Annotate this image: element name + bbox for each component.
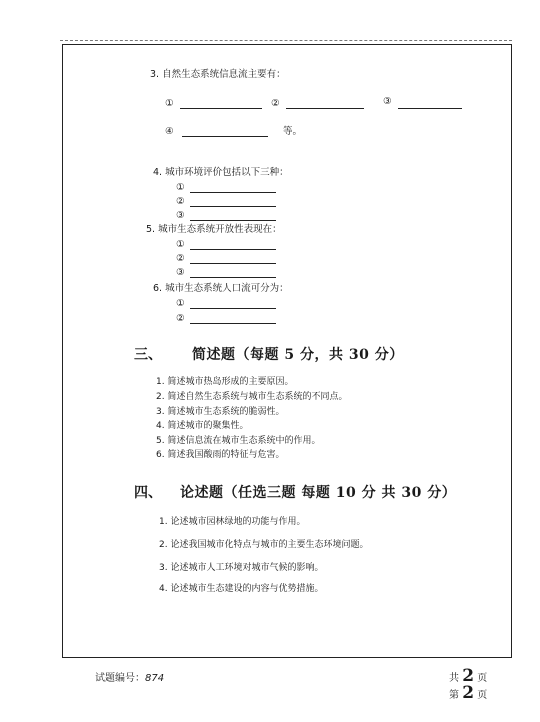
exam-code-label: 试题编号： (95, 673, 145, 684)
q4-blank-1[interactable] (190, 192, 276, 193)
q3-blank-2[interactable] (286, 108, 364, 109)
q4-mark-1: ① (176, 182, 185, 193)
q3-mark-4: ④ (165, 126, 174, 137)
q3-blank-4[interactable] (182, 136, 268, 137)
section-4-item: 3. 论述城市人工环境对城市气候的影响。 (159, 563, 324, 573)
q3-blank-1[interactable] (180, 108, 262, 109)
q3-mark-1: ① (165, 98, 174, 109)
section-4-item: 1. 论述城市园林绿地的功能与作用。 (159, 517, 306, 527)
exam-code (95, 669, 164, 684)
q3-blank-3[interactable] (398, 108, 462, 109)
section-3-item: 6. 简述我国酸雨的特征与危害。 (156, 450, 285, 460)
q3-mark-2: ② (271, 98, 280, 109)
q4-blank-3[interactable] (190, 220, 276, 221)
question-5-text: 5. 城市生态系统开放性表现在： (146, 224, 282, 235)
current-suffix: 页 (477, 690, 488, 701)
question-3-text: 3. 自然生态系统信息流主要有： (150, 69, 286, 80)
q4-blank-2[interactable] (190, 206, 276, 207)
q6-blank-2[interactable] (190, 323, 276, 324)
exam-code-value: 874 (145, 673, 165, 684)
q5-mark-3: ③ (176, 267, 185, 278)
section-3-item: 4. 简述城市的聚集性。 (156, 421, 249, 431)
section-4-item: 2. 论述我国城市化特点与城市的主要生态环境问题。 (159, 540, 369, 550)
q6-blank-1[interactable] (190, 308, 276, 309)
total-prefix: 共 (449, 673, 459, 684)
question-6-text: 6. 城市生态系统人口流可分为： (153, 283, 289, 294)
q5-blank-2[interactable] (190, 263, 276, 264)
q4-mark-3: ③ (176, 210, 185, 221)
q5-blank-1[interactable] (190, 249, 276, 250)
q6-mark-1: ① (176, 298, 185, 309)
section-4-item: 4. 论述城市生态建设的内容与优势措施。 (159, 584, 324, 594)
q4-mark-2: ② (176, 196, 185, 207)
q3-mark-3: ③ (383, 96, 392, 107)
section-3-item: 2. 简述自然生态系统与城市生态系统的不同点。 (156, 392, 348, 402)
section-3-item: 5. 简述信息流在城市生态系统中的作用。 (156, 436, 321, 446)
section-3-item: 3. 简述城市生态系统的脆弱性。 (156, 407, 285, 417)
question-4-text: 4. 城市环境评价包括以下三种： (153, 167, 289, 178)
current-page: 2 (462, 683, 475, 703)
top-dashed-mark (60, 40, 512, 41)
q5-blank-3[interactable] (190, 277, 276, 278)
section-3-number: 三、 (134, 347, 162, 363)
q5-mark-2: ② (176, 253, 185, 264)
section-3-title: 简述题（每题 5 分，共 30 分） (192, 347, 404, 363)
section-4-number: 四、 (134, 485, 162, 501)
section-4-title: 论述题（任选三题 每题 10 分 共 30 分） (180, 485, 457, 501)
total-suffix: 页 (477, 673, 488, 684)
total-pages: 2 (462, 666, 475, 686)
q3-suffix: 等。 (283, 126, 303, 137)
q6-mark-2: ② (176, 313, 185, 324)
section-3-item: 1. 简述城市热岛形成的主要原因。 (156, 377, 294, 387)
current-prefix: 第 (449, 690, 459, 701)
q5-mark-1: ① (176, 239, 185, 250)
page-current (449, 683, 487, 703)
